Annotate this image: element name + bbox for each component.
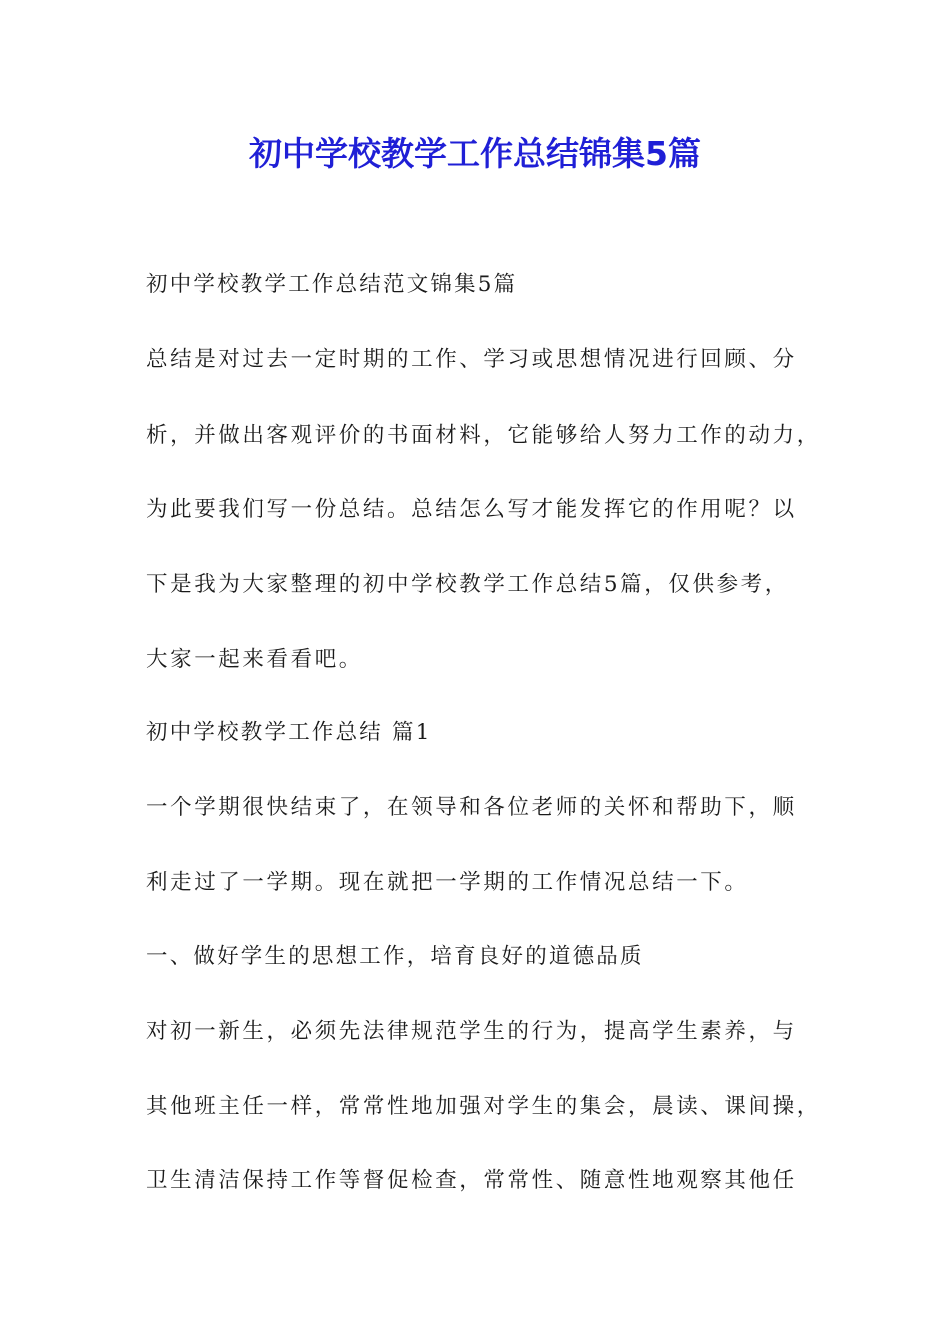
paragraph-line: 总结是对过去一定时期的工作、学习或思想情况进行回顾、分 xyxy=(146,347,797,372)
paragraph-line: 大家一起来看看吧。 xyxy=(146,647,363,672)
paragraph-line: 一个学期很快结束了，在领导和各位老师的关怀和帮助下，顺 xyxy=(146,795,797,820)
paragraph-line: 下是我为大家整理的初中学校教学工作总结5篇，仅供参考， xyxy=(146,572,789,597)
paragraph-line: 对初一新生，必须先法律规范学生的行为，提高学生素养，与 xyxy=(146,1019,797,1044)
paragraph-line: 卫生清洁保持工作等督促检查，常常性、随意性地观察其他任 xyxy=(146,1168,797,1193)
paragraph-line: 为此要我们写一份总结。总结怎么写才能发挥它的作用呢？以 xyxy=(146,497,797,522)
paragraph-line: 利走过了一学期。现在就把一学期的工作情况总结一下。 xyxy=(146,870,749,895)
document-title: 初中学校教学工作总结锦集5篇 xyxy=(249,134,701,173)
subtitle-line: 初中学校教学工作总结范文锦集5篇 xyxy=(146,272,518,297)
paragraph-line: 其他班主任一样，常常性地加强对学生的集会，晨读、课间操， xyxy=(146,1094,821,1119)
paragraph-line: 析，并做出客观评价的书面材料，它能够给人努力工作的动力， xyxy=(146,423,821,448)
section-heading: 初中学校教学工作总结 篇1 xyxy=(146,720,432,745)
section-heading: 一、做好学生的思想工作，培育良好的道德品质 xyxy=(146,944,644,969)
